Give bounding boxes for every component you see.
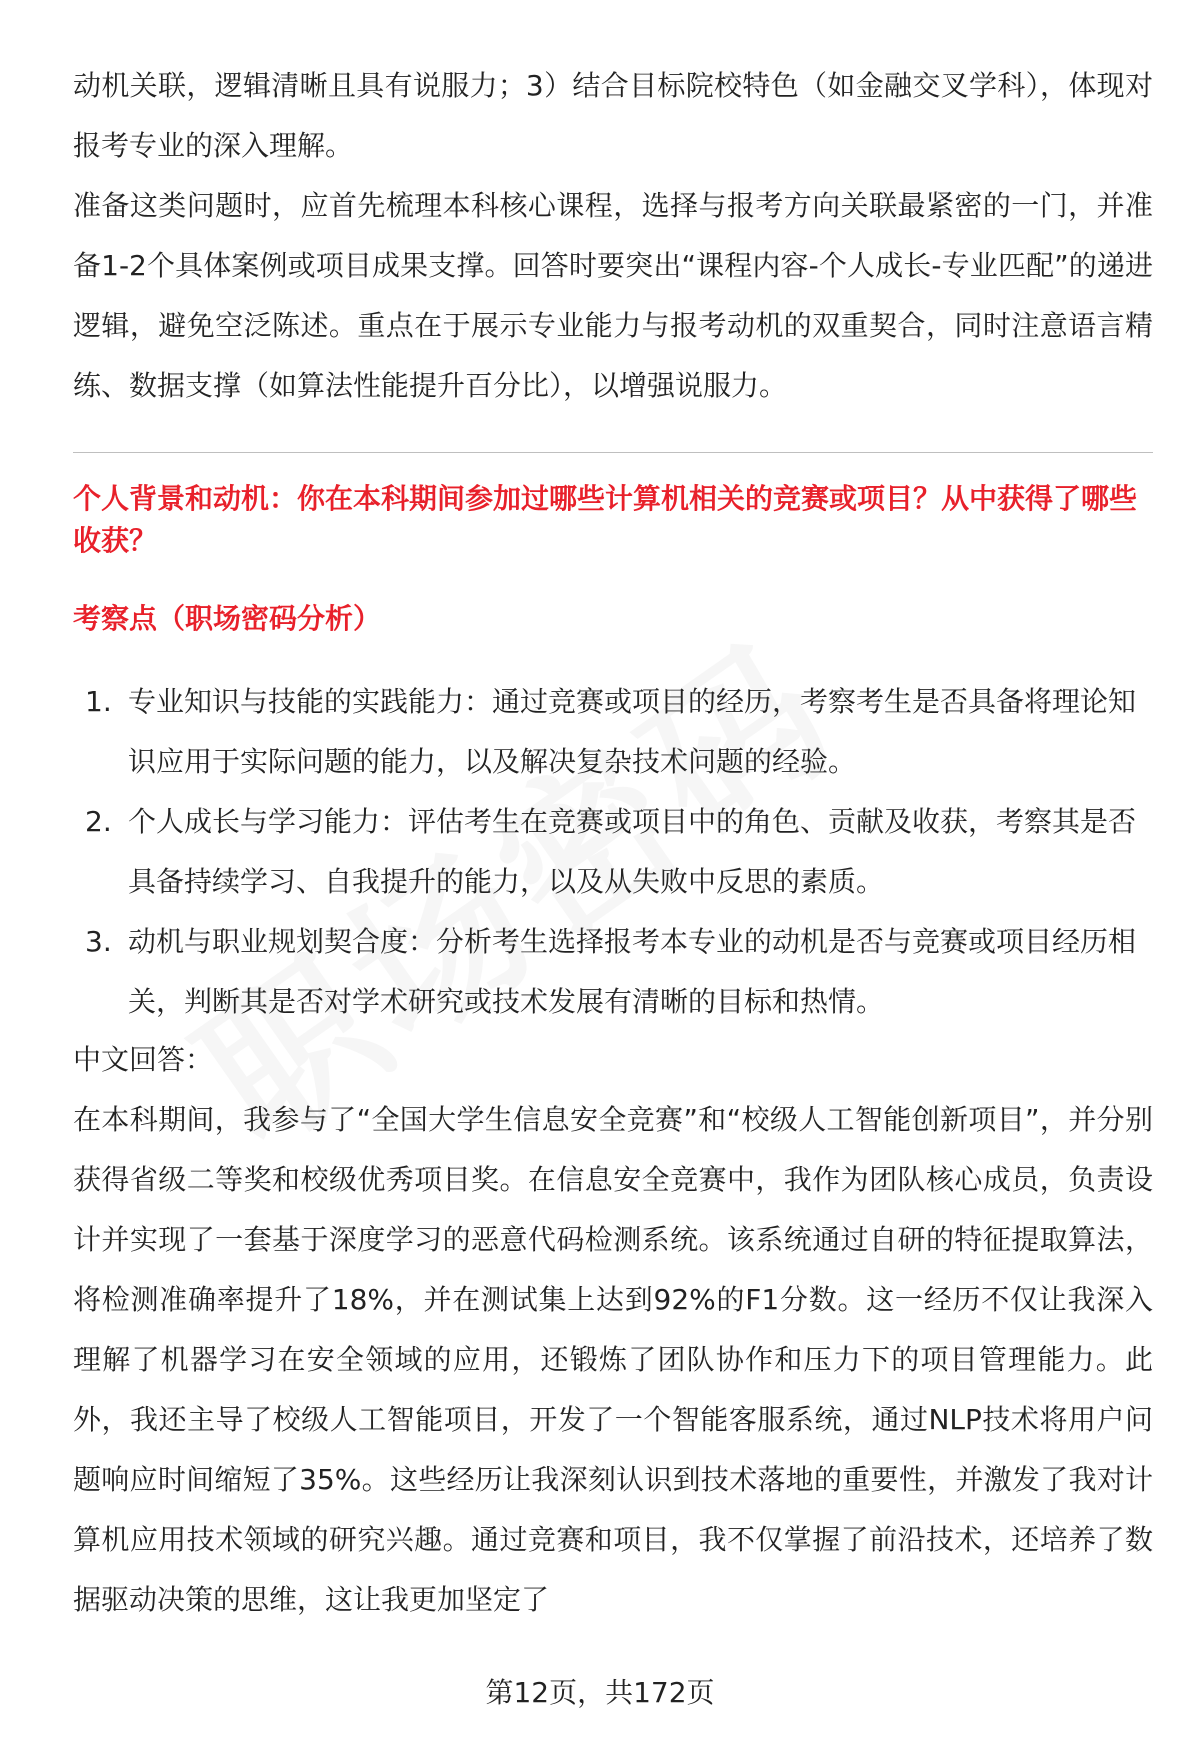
answer-section: [73, 1090, 1153, 1630]
answer-paragraph: 在本科期间，我参与了“全国大学生信息安全竞赛”和“校级人工智能创新项目”，并分别获得省级二等奖和校级优秀项目奖。在信息安全竞赛中，我作为团队核心成员，负责设计并实现了一套基于深度学习的恶意代码检测系统。该系统通过自研的特征提取算法，将检测准确率提升了18%，并在测试集上达到92%的F1分数。这一经历不仅让我深入理解了机器学习在安全领域的应用，还锻炼了团队协作和压力下的项目管理能力。此外，我还主导了校级人工智能项目，开发了一个智能客服系统，通过NLP技术将用户问题响应时间缩短了35%。这些经历让我深刻认识到技术落地的重要性，并激发了我对计算机应用技术领域的研究兴趣。通过竞赛和项目，我不仅掌握了前沿技术，还培养了数据驱动决策的思维，这让我更加坚定了: [73, 1103, 1153, 1616]
page-number: 第12页，共172页: [485, 1676, 715, 1709]
intro-paragraph-1: 动机关联，逻辑清晰且具有说服力；3）结合目标院校特色（如金融交叉学科），体现对报考专业的深入理解。: [73, 69, 1153, 162]
answer-label: 中文回答：: [73, 1043, 214, 1076]
list-item-text: 个人成长与学习能力：评估考生在竞赛或项目中的角色、贡献及收获，考察其是否具备持续学习、自我提升的能力，以及从失败中反思的素质。: [128, 805, 1137, 898]
list-item: [73, 912, 1153, 1032]
question-heading: 个人背景和动机：你在本科期间参加过哪些计算机相关的竞赛或项目？从中获得了哪些收获？: [73, 482, 1138, 557]
intro-section: [73, 56, 1153, 416]
list-item: [73, 672, 1153, 792]
intro-paragraph-2: 准备这类问题时，应首先梳理本科核心课程，选择与报考方向关联最紧密的一门，并准备1-2个具体案例或项目成果支撑。回答时要突出“课程内容-个人成长-专业匹配”的递进逻辑，避免空泛陈述。重点在于展示专业能力与报考动机的双重契合，同时注意语言精练、数据支撑（如算法性能提升百分比），以增强说服力。: [73, 189, 1153, 402]
list-item: [73, 792, 1153, 912]
list-item-number: 1.: [85, 685, 112, 718]
list-item-number: 3.: [85, 925, 112, 958]
list-item-text: 专业知识与技能的实践能力：通过竞赛或项目的经历，考察考生是否具备将理论知识应用于实际问题的能力，以及解决复杂技术问题的经验。: [128, 685, 1137, 778]
section-divider: [73, 452, 1153, 453]
list-item-number: 2.: [85, 805, 112, 838]
assessment-points-heading: 考察点（职场密码分析）: [73, 602, 382, 635]
list-item-text: 动机与职业规划契合度：分析考生选择报考本专业的动机是否与竞赛或项目经历相关，判断其是否对学术研究或技术发展有清晰的目标和热情。: [128, 925, 1137, 1018]
assessment-points-list: [73, 672, 1153, 1032]
